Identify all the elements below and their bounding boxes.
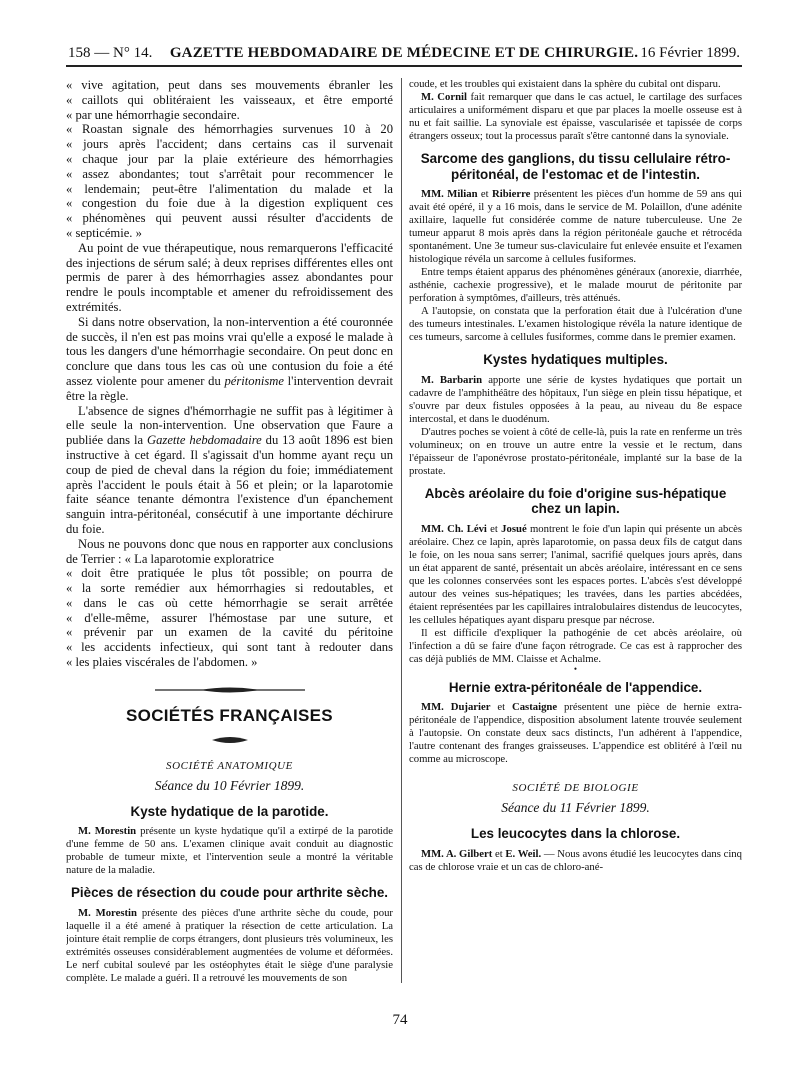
article-body [409, 91, 742, 143]
quote-line: « les plaies viscérales de l'abdomen. » [66, 655, 258, 670]
session-date: Séance du 10 Février 1899. [154, 777, 305, 793]
article-heading: Kystes hydatiques multiples. [483, 352, 668, 367]
quote-line: « dans le cas où cette hémorrhagie se serait arrêtée [66, 595, 393, 610]
author-name: M. Cornil [421, 91, 467, 103]
running-head [66, 35, 742, 67]
text-run: et [490, 701, 512, 713]
article-body [409, 848, 742, 874]
text-run: apporte une série de kystes hydatiques que portait un cadavre de l'amphithéâtre des hôpitaux, l'un siège en plein tissu hépatique, et s'ouvre par deux fistules opposées à la peau, au niveau du 8e espace intercostal, et dans le duodénum. [409, 373, 742, 425]
text-run: fait remarquer que dans le cas actuel, le cartilage des surfaces articulaires a uniformément disparu et que par places la moelle osseuse est à nu et fait saillie. La synoviale est épaisse, vascularisée et tapissée de corps étrangers osseux; tout la processus paraît s'être cantonné dans la synoviale. [409, 91, 742, 142]
article-body: A l'autopsie, on constata que la perforation était due à l'ulcération d'une des tumeurs intestinales. L'examen histologique révéla la nature identique de ces tumeurs, sarcome à cellules fusiformes, comme dans le premier examen. [409, 305, 742, 343]
author-name: Ribierre [492, 188, 531, 200]
author-name: Castaigne [511, 701, 558, 713]
section-title: SOCIÉTÉS FRANÇAISES [126, 705, 333, 725]
author-name: Josué [501, 522, 527, 535]
article-body [409, 374, 742, 426]
author-name: M. Barbarin [421, 373, 483, 386]
quote-line: « chaque jour par la plaie extérieure des hémorrhagies [66, 151, 393, 166]
author-name: MM. Dujarier [421, 701, 491, 713]
quote-line: « les accidents infectieux, qui sont tant à redouter dans [66, 640, 393, 655]
paragraph-therapeutic: Au point de vue thérapeutique, nous remarquerons l'efficacité des injections de sérum salé; à deux reprises différentes elles ont permis de parer à des hémorrhagies assez abondantes pour rendre le pouls incomptable et amener du refroidissement des extrémités. [66, 240, 393, 314]
society-name: SOCIÉTÉ ANATOMIQUE [165, 759, 293, 772]
quote-line: « Roastan signale des hémorrhagies survenues 10 à 20 [66, 122, 393, 137]
text-run: Si dans notre observation, la non-intervention a été couronnée de succès, il n'en est pas moins vrai qu'elle a exposé le malade à tous les dangers d'une hémorrhagie secondaire. On peut donc en conclure que dans tous les cas où une contusion du foie a été assez violente pour amener du [66, 314, 393, 388]
quote-line: « assez abondantes; tout s'arrêtait pour recommencer le [66, 166, 393, 181]
quote-line: « congestion du foie due à la digestion expliquent ces [66, 196, 393, 211]
quote-line: « jours après l'accident; dans certains cas il survenait [66, 137, 393, 152]
bullet-mark: • [573, 663, 578, 674]
quote-line: « lendemain; peut-être l'alimentation du malade et la [66, 181, 393, 196]
author-name: MM. A. Gilbert [421, 847, 493, 860]
text-run: présente des pièces d'une arthrite sèche du coude, pour laquelle il a été amené à pratiquer la résection de cette articulation. La jointure était remplie de corps étrangers, dont plusieurs très volumineux, les extrémités osseuses considérablement augmentées de volume et déformées. Le nerf cubital soulevé par les ostéophytes était le siège d'une paralysie complète. Le malade a guéri. Il a retrouvé les mouvements de son [66, 906, 393, 984]
text-run: — Nous avons étudié les leucocytes dans cinq cas de chlorose vraie et un cas de chloro-ané- [409, 847, 742, 873]
quote-line: « d'elle-même, assurer l'hémostase par une suture, et [66, 610, 393, 625]
italic-term: péritonisme [224, 373, 284, 388]
text-run: L'absence de signes d'hémorrhagie ne suffit pas à légitimer à elle seule la non-intervention. Une observation que Faure a publiée dans la [66, 403, 393, 448]
quote-block-2 [66, 122, 393, 240]
quote-line: « phénomènes qui peuvent aussi résulter d'accidents de [66, 211, 393, 226]
text-run: et [486, 522, 502, 535]
paragraph-non-intervention [66, 315, 393, 404]
article-body: Il est difficile d'expliquer la pathogénie de cet abcès aréolaire, où l'infection a dû se faire d'une façon rétrograde. Ce cas est à rapprocher des cas déjà publiés de MM. Claisse et Achalme. [409, 626, 742, 665]
quote-line: « septicémie. » [66, 225, 142, 240]
paragraph-faure [66, 404, 393, 537]
left-column [66, 78, 393, 988]
article-body [66, 907, 393, 985]
author-name: MM. Ch. Lévi [421, 522, 487, 535]
article-body [409, 701, 742, 766]
article-heading: Pièces de résection du coude pour arthrite sèche. [70, 885, 388, 901]
text-run: l'intervention devrait être la règle. [66, 373, 393, 403]
text-run: et [477, 188, 492, 200]
session-date: Séance du 11 Février 1899. [501, 800, 650, 815]
text-run: présentent une pièce de hernie extra-péritonéale de l'appendice, disposition absolument latente trouvée seulement à l'autopsie. On constate deux sacs distincts, l'un adhérent à l'appendice, l'autre contenant des franges graisseuses. L'appendice est oblitéré à l'œil nu comme au microscope. [409, 701, 742, 765]
text-run: et [492, 847, 506, 860]
author-name: MM. Milian [421, 188, 478, 200]
article-heading: Abcès aréolaire du foie d'origine sus-hépatique chez un lapin. [424, 485, 727, 516]
quote-line: « prévenir par un examen de la cavité du péritoine [66, 625, 393, 640]
article-body [66, 825, 393, 877]
author-name: E. Weil. [505, 847, 542, 860]
author-name: M. Morestin [78, 825, 137, 838]
article-body: Entre temps étaient apparus des phénomènes généraux (anorexie, diarrhée, asthénie, cachexie progressive), et le malade mourut de péritonite par perforation à symptômes, d'ailleurs, très atténués. [409, 266, 742, 304]
author-name: M. Morestin [78, 906, 137, 919]
text-run: montrent le foie d'un lapin qui présente un abcès aréolaire. Chez ce lapin, après laparotomie, on passa deux fils de catgut dans le foie, on les noua sans serrer; l'animal, sacrifié quelques jours après, dans un état apparent de santé, présentait un abcès aréolaire, intéressant en ce sens que les colonnes conservées sont les espaces portes. L'abcès s'est développé autour des veines sus-hépatiques; les travées, dans les parties abcédées, étaient représentées par les capillaires intralobulaires distendus de leucocytes, les cellules hépatiques ayant disparu presque par nécrose. [409, 522, 742, 626]
ornament-rule [155, 686, 305, 694]
article-body [409, 188, 742, 266]
page-issue-number: 158 — N° 14. [68, 45, 153, 61]
italic-journal: Gazette hebdomadaire [147, 433, 262, 448]
journal-title: GAZETTE HEBDOMADAIRE DE MÉDECINE ET DE CHIRURGIE. [169, 45, 639, 61]
quote-block-3 [66, 566, 393, 670]
paragraph-terrier: Nous ne pouvons donc que nous en rapporter aux conclusions de Terrier : « La laparotomie exploratrice [66, 536, 393, 566]
section-ornament [212, 736, 248, 744]
column-divider [401, 78, 402, 983]
text-run: présente un kyste hydatique qu'il a extirpé de la parotide d'une femme de 50 ans. L'examen clinique avait conduit au diagnostic probable de tumeur mixte, et l'intervention seule a montré la véritable nature de la maladie. [66, 825, 393, 877]
article-heading: Sarcome des ganglions, du tissu cellulaire rétro-péritonéal, de l'estomac et de l'intestin. [420, 151, 731, 182]
article-heading: Les leucocytes dans la chlorose. [470, 826, 681, 841]
article-heading: Kyste hydatique de la parotide. [130, 803, 329, 819]
right-column [409, 78, 742, 988]
article-continuation: coude, et les troubles qui existaient dans la sphère du cubital ont disparu. [409, 78, 721, 90]
quote-line: « vive agitation, peut dans ses mouvements ébranler les [66, 78, 393, 92]
quote-line: « doit être pratiquée le plus tôt possible; on pourra de [66, 566, 393, 581]
quote-line: « par une hémorrhagie secondaire. [66, 107, 240, 122]
quote-line: « la sorte remédier aux hémorrhagies si redoutables, et [66, 581, 393, 596]
text-run: du 13 août 1896 est bien instructive à cet égard. Il s'agissait d'un homme ayant reçu un coup de pied de cheval dans la région du foie; immédiatement après l'accident le pouls était à 56 et plein; or la laparotomie faite séance tenante démontra l'existence d'un épanchement sanguin intra-péritonéal, consécutif à une importante déchirure du foie. [66, 433, 393, 536]
page-folio: 74 [392, 1012, 408, 1028]
article-body [409, 523, 742, 627]
issue-date: 16 Février 1899. [640, 45, 740, 61]
quote-line: « caillots qui oblitéraient les vaisseaux, et être emporté [66, 92, 393, 107]
text-run: présentent les pièces d'un homme de 59 ans qui avait été opéré, il y a 16 mois, dans le service de M. Polaillon, d'une adénite axillaire, laquelle fut considérée comme de nature tuberculeuse. Une 2e tumeur apparut 8 mois après dans la région péritonéale gauche et rétrocéda spontanément. Une 3e tumeur sus-claviculaire fut enlevée ensuite et l'examen histologique révéla un sarcome à cellules fusiformes. [409, 188, 742, 265]
quote-block-1 [66, 78, 393, 122]
article-body: D'autres poches se voient à côté de celle-là, puis la rate en renferme un très volumineux; on en trouve un autre entre la vessie et le rectum, dans l'épaisseur de l'aponévrose prostato-péritonéale, implanté sur la base de la prostate. [409, 425, 742, 477]
article-heading: Hernie extra-péritonéale de l'appendice. [448, 679, 703, 695]
society-name: SOCIÉTÉ DE BIOLOGIE [512, 782, 639, 794]
